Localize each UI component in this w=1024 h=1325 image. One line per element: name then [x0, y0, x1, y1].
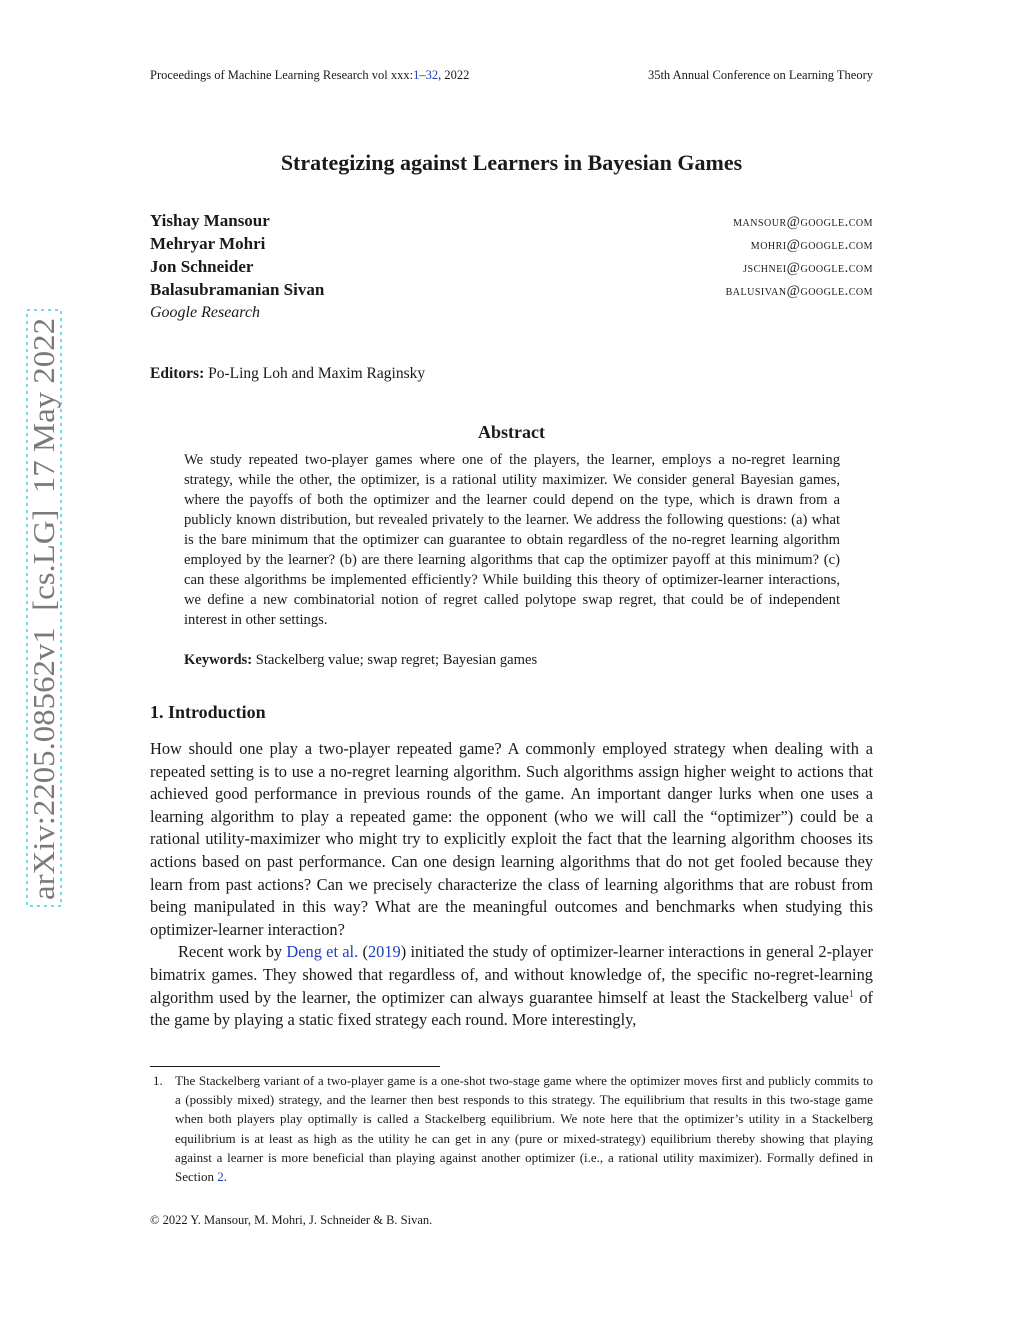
last-page-link[interactable]: 32	[425, 68, 439, 82]
introduction-body	[150, 738, 873, 1032]
editors-line	[150, 365, 425, 383]
affiliation: Google Research	[150, 304, 261, 321]
section-title: Introduction	[168, 702, 266, 722]
arxiv-stamp	[24, 308, 64, 908]
author-row	[150, 280, 873, 303]
section-number: 1.	[150, 702, 164, 722]
footnote-divider	[150, 1066, 440, 1067]
footnote	[150, 1071, 873, 1186]
editors-names: Po-Ling Loh and Maxim Raginsky	[208, 365, 426, 382]
author-row	[150, 257, 873, 280]
keywords-label: Keywords:	[184, 652, 253, 668]
author-block	[150, 211, 873, 322]
author-row	[150, 211, 873, 234]
intro-paragraph-2: Recent work by Deng et al. (2019) initiated the study of optimizer-learner interactions in general 2-player bimatrix games. They showed that regardless of, and without knowledge of, the specific no-regret-learning algorithm used by the learner, the optimizer can always guarantee himself at least the Stackelberg value$^1$ of the game by playing a static fixed strategy each round. More interestingly,	[150, 942, 873, 1030]
keywords-list: Stackelberg value; swap regret; Bayesian games	[255, 652, 538, 668]
footnote-text: The Stackelberg variant of a two-player game is a one-shot two-stage game where the optimizer moves first and publicly commits to a (possibly mixed) strategy, and the learner then best responds to this strategy. The equilibrium that results in this two-stage game when both players play optimally is called a Stackelberg equilibrium. We note here that the optimizer’s utility in a Stackelberg equilibrium is at least as high as the utility he can get in any (pure or mixed-strategy) equilibrium thereby showing that playing against a learner is more beneficial than playing against another optimizer (i.e., a rational utility maximizer). Formally defined in Section 2.	[175, 1073, 873, 1185]
author-name: Balasubramanian Sivan	[150, 280, 325, 299]
author-email: mohri@google.com	[750, 237, 873, 253]
copyright-notice: © 2022 Y. Mansour, M. Mohri, J. Schneider & B. Sivan.	[150, 1213, 433, 1227]
footnote-number: 1.	[153, 1073, 163, 1088]
abstract-heading: Abstract	[478, 422, 545, 442]
author-name: Mehryar Mohri	[150, 234, 266, 253]
author-name: Jon Schneider	[150, 257, 254, 276]
author-name: Yishay Mansour	[150, 211, 270, 230]
section-heading	[150, 702, 266, 723]
citation-author-link[interactable]: Deng et al.	[286, 942, 359, 962]
conference-name: 35th Annual Conference on Learning Theory	[647, 68, 873, 82]
arxiv-stamp-text: arXiv:2205.08562v1 [cs.LG] 17 May 2022	[26, 350, 61, 900]
footnote-marker-link[interactable]: 1	[848, 988, 854, 1000]
abstract-text: We study repeated two-player games where one of the players, the learner, employs a no-regret learning strategy, while the other, the optimizer, is a rational utility maximizer. We consider general Bayesian games, where the payoffs of both the optimizer and the learner could depend on the type, which is drawn from a publicly known distribution, but revealed privately to the learner. We address the following questions: (a) what is the bare minimum that the optimizer can guarantee to obtain regardless of the no-regret learning algorithm employed by the learner? (b) are there learning algorithms that cap the optimizer payoff at this minimum? (c) can these algorithms be implemented efficiently? While building this theory of optimizer-learner interactions, we define a new combinatorial notion of regret called polytope swap regret, that could be of independent interest in other settings.	[184, 452, 840, 628]
running-header	[150, 68, 873, 83]
citation-year-link[interactable]: 2019	[367, 942, 401, 962]
author-row	[150, 234, 873, 257]
author-email: jschnei@google.com	[743, 260, 873, 276]
editors-label: Editors:	[150, 365, 205, 382]
arxiv-stamp-graphic	[24, 308, 64, 908]
author-email: balusivan@google.com	[725, 283, 873, 299]
author-email: mansour@google.com	[733, 214, 873, 230]
section-ref-link[interactable]: 2	[217, 1169, 224, 1185]
intro-paragraph-1: How should one play a two-player repeated game? A commonly employed strategy when dealing with a repeated setting is to use a no-regret learning algorithm. Such algorithms assign higher weight to actions that achieved good performance in previous rounds of the game. An important danger lurks when one uses a learning algorithm to play a repeated game: the opponent (who we will call the “optimizer”) could be a rational utility-maximizer who might try to explicitly exploit the fact that the learning algorithm chooses its actions based on past performance. Can one design learning algorithms that do not get fooled because they learn from past actions? Can we precisely characterize the class of learning algorithms that are robust from being manipulated in this way? What are the meaningful outcomes and benchmarks when studying this optimizer-learner interaction?	[150, 739, 873, 939]
journal-info: Proceedings of Machine Learning Research vol xxx:1–32, 2022	[150, 68, 470, 82]
keywords-line	[184, 652, 840, 669]
first-page-link[interactable]: 1	[413, 68, 420, 82]
paper-title: Strategizing against Learners in Bayesian Games	[280, 150, 743, 175]
